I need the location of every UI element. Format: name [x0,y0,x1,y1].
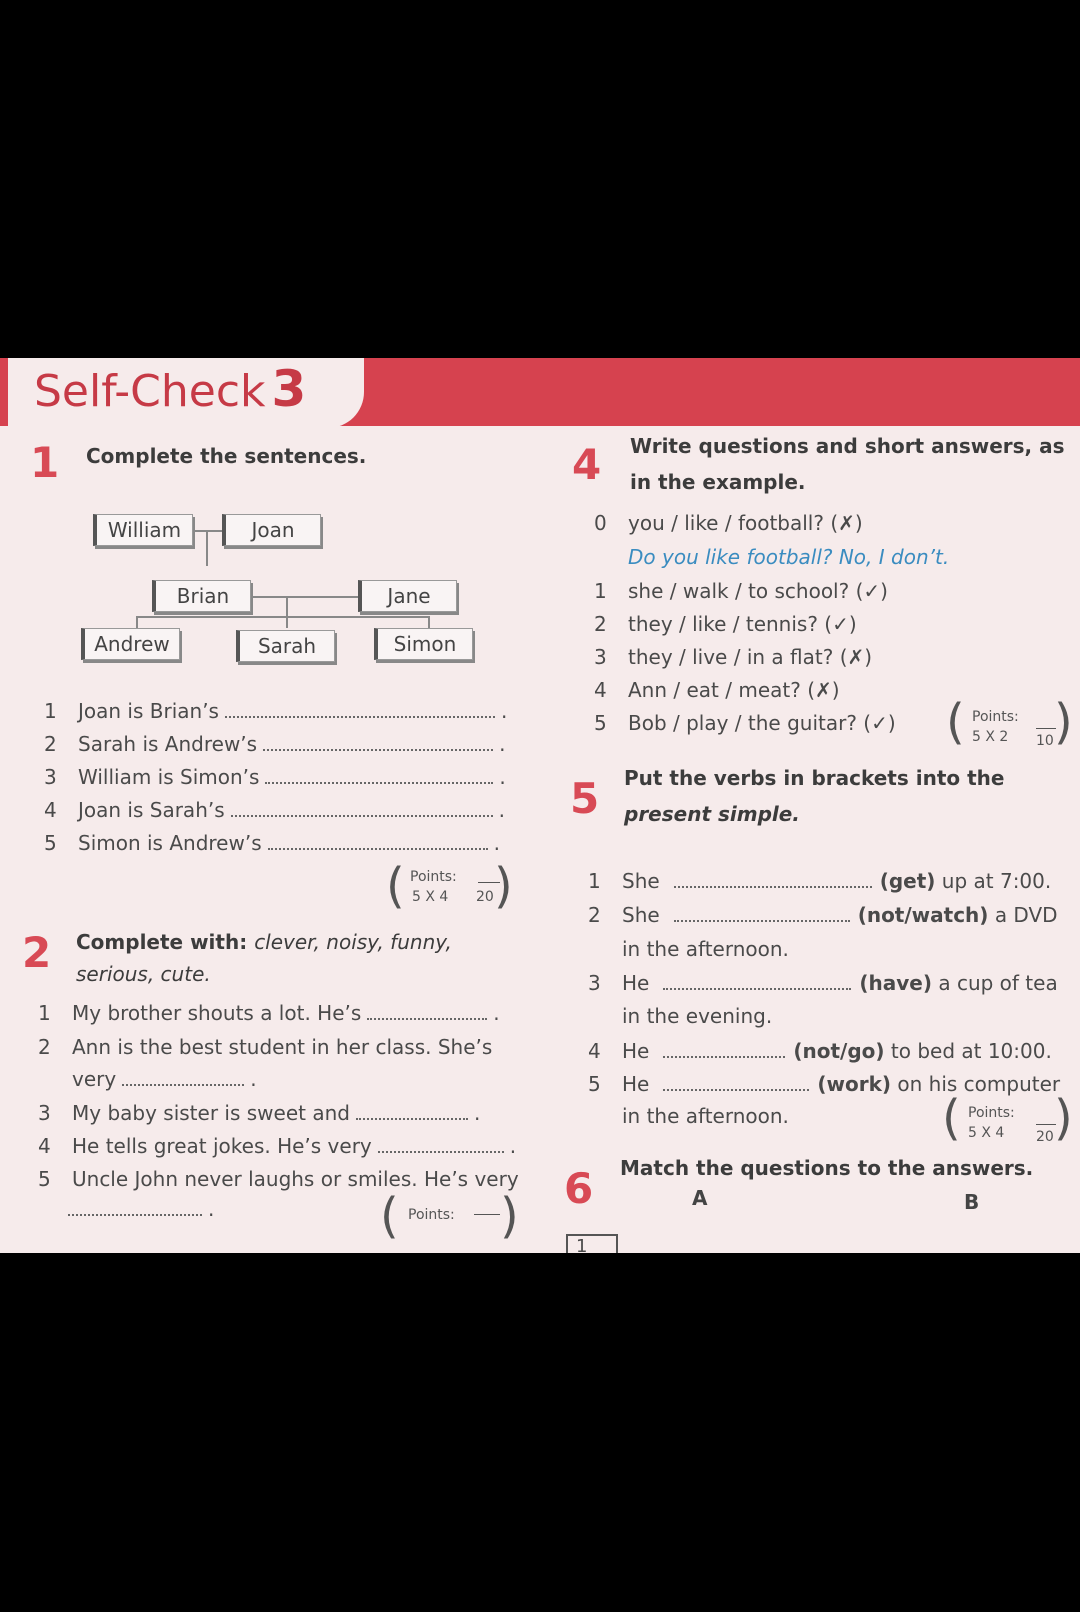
ex1-item: 2 Sarah is Andrew’s . [44,732,506,756]
tree-node-brian: Brian [152,580,251,612]
ex2-points: ( Points: ) [380,1188,519,1244]
ex6-number: 6 [564,1164,594,1213]
tree-node-sarah: Sarah [236,630,335,662]
title-number: 3 [271,360,307,418]
ex6-column-b: B [964,1190,980,1214]
ex4-item: 3 they / live / in a flat? (✗) [594,645,873,669]
answer-blank[interactable] [268,834,488,850]
ex2-item: 3 My baby sister is sweet and . [38,1101,481,1125]
answer-blank[interactable] [122,1070,244,1086]
ex5-item: 5 He (work) on his computer [588,1072,1061,1096]
ex5-item-cont: in the evening. [622,1004,773,1028]
tree-node-joan: Joan [222,514,321,546]
ex5-number: 5 [570,774,600,823]
ex5-item-cont: in the afternoon. [622,937,789,961]
ex6-instruction: Match the questions to the answers. [620,1156,1034,1180]
answer-blank[interactable] [663,974,851,990]
ex5-item: 3 He (have) a cup of tea [588,971,1058,995]
ex2-item: 1 My brother shouts a lot. He’s . [38,1001,500,1025]
ex4-example-answer: Do you like football? No, I don’t. [628,545,950,569]
ex1-item: 4 Joan is Sarah’s . [44,798,505,822]
ex1-number: 1 [30,438,60,487]
title-text: Self-Check [34,366,266,417]
ex5-item-cont: in the afternoon. [622,1104,789,1128]
answer-blank[interactable] [231,801,493,817]
page-title [34,360,306,418]
ex5-points: ( Points: 5 X 4 20 ) [942,1090,1073,1146]
ex2-instruction: Complete with: clever, noisy, funny, serious, cute. [76,930,452,986]
ex4-number: 4 [572,440,602,489]
ex4-points: ( Points: 5 X 2 10 ) [946,694,1073,750]
ex5-item: 4 He (not/go) to bed at 10:00. [588,1039,1052,1063]
ex2-number: 2 [22,928,52,977]
answer-blank[interactable] [674,872,872,888]
ex4-item: 5 Bob / play / the guitar? (✓) [594,711,896,735]
tree-node-william: William [93,514,193,546]
ex2-item: 5 Uncle John never laughs or smiles. He’s very [38,1167,519,1191]
answer-blank[interactable] [378,1137,504,1153]
tree-node-jane: Jane [358,580,457,612]
answer-blank[interactable] [663,1075,809,1091]
ex4-item: 4 Ann / eat / meat? (✗) [594,678,840,702]
ex1-item: 1 Joan is Brian’s . [44,699,508,723]
answer-blank[interactable] [663,1042,785,1058]
ex6-match-box[interactable]: 1 [566,1234,618,1253]
answer-blank[interactable] [367,1004,487,1020]
tree-node-simon: Simon [374,628,473,660]
ex5-item: 1 She (get) up at 7:00. [588,869,1052,893]
ex4-item: 1 she / walk / to school? (✓) [594,579,888,603]
tree-node-andrew: Andrew [81,628,180,660]
ex2-item-cont: very . [72,1067,257,1091]
ex4-item: 0 you / like / football? (✗) [594,511,863,535]
ex1-points: ( Points: 5 X 4 20 ) [386,858,513,914]
answer-blank[interactable] [225,702,495,718]
answer-blank[interactable] [356,1104,468,1120]
ex2-item: 2 Ann is the best student in her class. She’s [38,1035,493,1059]
ex5-instruction: Put the verbs in brackets into the present simple. [624,766,1005,826]
ex6-column-a: A [692,1186,708,1210]
answer-blank[interactable] [674,906,850,922]
ex2-item-cont: . [68,1196,214,1222]
ex4-item: 2 they / like / tennis? (✓) [594,612,857,636]
ex1-instruction: Complete the sentences. [86,444,367,468]
answer-blank[interactable] [263,735,493,751]
workbook-page [0,358,1080,1253]
answer-blank[interactable] [265,768,493,784]
ex5-item: 2 She (not/watch) a DVD [588,903,1058,927]
ex1-item: 5 Simon is Andrew’s . [44,831,500,855]
ex1-item: 3 William is Simon’s . [44,765,506,789]
answer-blank[interactable] [68,1200,202,1216]
ex2-item: 4 He tells great jokes. He’s very . [38,1134,517,1158]
ex4-instruction: Write questions and short answers, as in the example. [630,434,1065,494]
